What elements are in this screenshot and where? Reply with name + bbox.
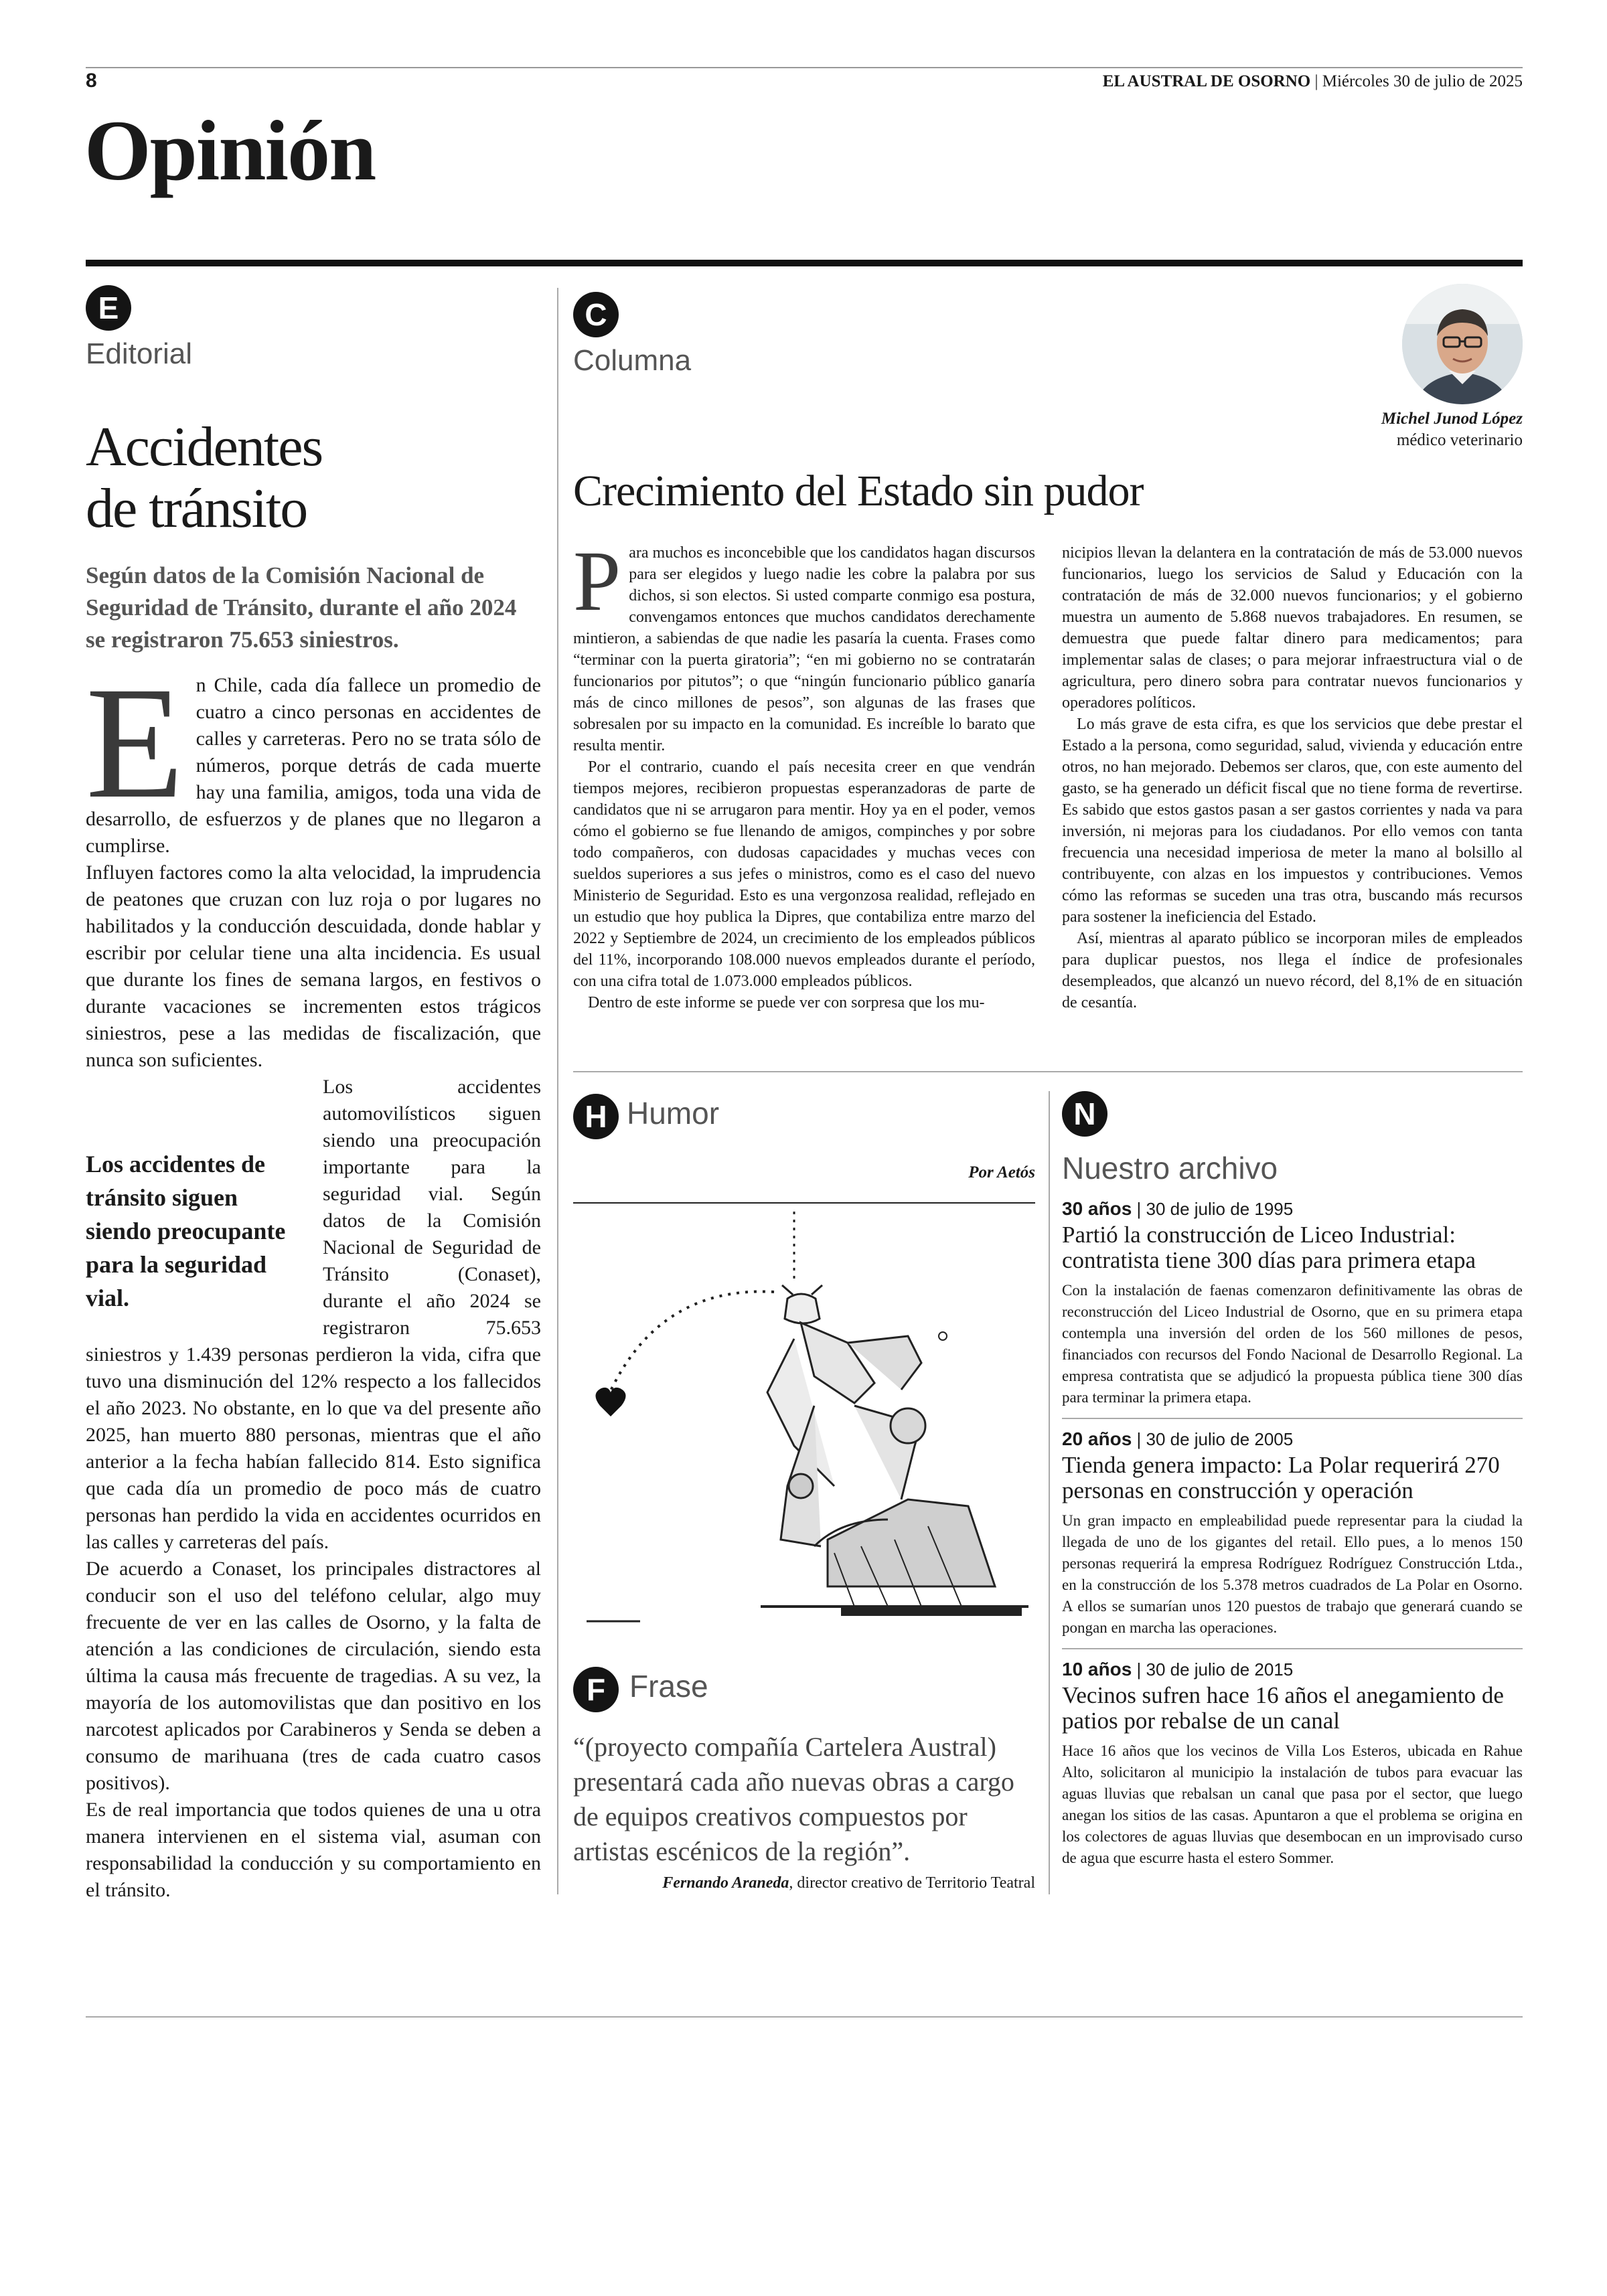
archivo-item-date: | 30 de julio de 2005 (1132, 1429, 1294, 1449)
editorial-paragraph-4: De acuerdo a Conaset, los principales distractores al conducir son el uso del teléfono celular, algo muy frecuente de ver en las calles de Osorno, y la falta de atención a las condiciones de circulación, siendo esta última la causa más frecuente de tragedias. A su vez, la mayoría de los automovilistas que dan positivo en los narcotest aplicados por Carabineros y Senda se deben a consumo de marihuana (tres de cada cuatro casos positivos). (86, 1558, 541, 1794)
archivo-label: Nuestro archivo (1062, 1151, 1278, 1185)
editorial-badge: E (86, 285, 131, 331)
editorial-paragraph-1 (86, 653, 541, 859)
archivo-item (1062, 1428, 1523, 1639)
editorial-paragraph-5: Es de real importancia que todos quienes de una u otra manera intervienen en el sistema vial, asuman con responsabilidad la conducción y su comportamiento en el tránsito. (86, 1799, 541, 1901)
cartoon-top-rule (573, 1202, 1035, 1204)
columna-label: Columna (573, 344, 692, 377)
publication-name: EL AUSTRAL DE OSORNO (1102, 72, 1311, 90)
archivo-item-years: 10 años (1062, 1659, 1132, 1679)
frase-author: Fernando Araneda (662, 1874, 789, 1892)
columna-col2 (1062, 542, 1523, 1013)
archivo-item-body: Un gran impacto en empleabilidad puede representar para la ciudad la llegada de uno de los gigantes del retail. Ello pues, a lo menos 150 personas requerirá la empresa Rodríguez Rodríguez Construcción Ltda., en la construcción de los 5.378 metros cuadrados de La Polar en Osorno. A ellos se sumarían unos 120 puestos de trabajo que generará cuando se pongan en marcha las operaciones. (1062, 1512, 1523, 1636)
archivo-item-date: | 30 de julio de 1995 (1132, 1199, 1294, 1219)
archivo-item-years: 20 años (1062, 1428, 1132, 1449)
editorial-label: Editorial (86, 337, 192, 370)
archivo-item-header (1062, 1659, 1523, 1680)
columna-paragraph-4: nicipios llevan la delantera en la contratación de más de 53.000 nuevos funcionarios, luego los servicios de Salud y Educación con la contratación de más de 32.000 nuevos funcionarios; y el gobierno muestra un aumento de 5.868 nuevos trabajadores. En resumen, se demuestra que puede faltar dinero para medicamentos; para implementar salas de clases; o para mejorar infraestructura vial o de agricultura, pero dinero sobra para contratar nuevos funcionarios y operadores políticos. (1062, 544, 1523, 712)
editorial-p1-text: n Chile, cada día fallece un promedio de cuatro a cinco personas en accidentes de calles y carreteras. Pero no se trata sólo de números, porque detrás de cada muerte hay una familia, amigos, toda una vida de desarrollo, de esfuerzos y de planes que no llegaron a cumplirse. (86, 674, 541, 857)
columna-dropcap: P (573, 534, 621, 629)
humor-credit: Por Aetós (968, 1163, 1035, 1181)
columna-paragraph-6: Así, mientras al aparato público se incorporan miles de empleados para duplicar puestos, nos llega el índice de profesionales desempleados, que alcanzó un nuevo récord, del 8,1% de en situación de cesantía. (1062, 930, 1523, 1011)
page-number: 8 (86, 70, 97, 92)
archivo-item-header (1062, 1428, 1523, 1450)
editorial-dropcap: E (86, 653, 184, 831)
section-rule (86, 260, 1523, 266)
frase-quote: “(proyecto compañía Cartelera Austral) presentará cada año nuevas obras a cargo de equipos creativos compuestos por artistas escénicos de la región”. (573, 1732, 1014, 1866)
cartoon (573, 1205, 1035, 1633)
humor-badge: H (573, 1094, 619, 1139)
humor-label: Humor (627, 1096, 720, 1131)
archivo-list (1062, 1198, 1523, 1869)
frase-label: Frase (629, 1669, 708, 1704)
archivo-item (1062, 1659, 1523, 1869)
editorial-title-line1: Accidentes (86, 416, 323, 478)
divider-humor-archivo (1049, 1091, 1050, 1894)
columna-paragraph-3: Dentro de este informe se puede ver con sorpresa que los mu- (588, 994, 985, 1011)
columna-paragraph-5: Lo más grave de esta cifra, es que los servicios que debe prestar el Estado a la persona, como seguridad, salud, vivienda y educación entre otros, no han mejorado. Debemos ser claros, que, con este aumento del gasto, se ha generado un déficit fiscal que no tiene forma de revertirse. Es sabido que estos gastos pasan a ser gastos corrientes y nada va para inversión, ni mejoras para los ciudadanos. Por ello vemos con tanta frecuencia una necesidad imperiosa de meter la mano al bolsillo al contribuyente, con alzas en los impuestos y contribuciones. Vemos cómo las reformas se suceden una tras otra, buscando más recursos para sostener la ineficiencia del Estado. (1062, 716, 1523, 926)
publication-date: Miércoles 30 de julio de 2025 (1322, 72, 1523, 90)
editorial-pullquote: Los accidentes de tránsito siguen siendo preocupante para la seguridad vial. (86, 1151, 286, 1311)
top-rule (86, 67, 1523, 68)
divider-editorial (557, 288, 558, 1894)
archivo-item-date: | 30 de julio de 2015 (1132, 1659, 1294, 1679)
archivo-item-body: Hace 16 años que los vecinos de Villa Los Esteros, ubicada en Rahue Alto, solicitaron al municipio la instalación de tubos para evacuar las aguas lluvias que rebalsan un canal que pasa por el sector, que luego anegan los sitios de las casas. Apuntaron a que el problema se origina en los colectores de aguas lluvias que desembocan en un improvisado curso de agua que escurre hasta el estero Sommer. (1062, 1742, 1523, 1866)
archivo-item (1062, 1198, 1523, 1408)
archivo-item-body: Con la instalación de faenas comenzaron definitivamente las obras de reconstrucción del Liceo Industrial de Osorno, que en su primera etapa contempla una inversión del orden de los 560 millones de pesos, financiados con recursos del Fondo Nacional de Desarrollo Regional. La empresa contratista que se adjudicó la propuesta pública tiene 300 días para terminar la primera etapa. (1062, 1282, 1523, 1406)
author-role: médico veterinario (1396, 431, 1523, 449)
columna-p1-text: ara muchos es inconcebible que los candidatos hagan discursos para ser elegidos y luego nadie les cobre la palabra por sus dichos, si son electos. Si usted comparte conmigo esa postura, convengamos entonces que muchos candidatos derechamente mintieron, a sabiendas de que nadie les pasaría la cuenta. Frases como “terminar con la puerta giratoria”; “en mi gobierno no se contratarán funcionarios por pitutos”; o que “ningún funcionario público ganaría más de cinco millones de pesos”, son algunas de las frases que sobresalen por su impacto en la comunidad. Es increíble lo barato que resulta mentir. (573, 544, 1035, 754)
frase-attribution (573, 1874, 1035, 1892)
archivo-item-header (1062, 1198, 1523, 1220)
editorial-body (86, 653, 541, 1904)
frase-author-role: , director creativo de Territorio Teatral (789, 1874, 1035, 1892)
author-photo (1402, 284, 1523, 404)
editorial-title (86, 416, 541, 540)
editorial-lede: Según datos de la Comisión Nacional de Seguridad de Tránsito, durante el año 2024 se registraron 75.653 siniestros. (86, 562, 517, 653)
author-portrait-icon (1402, 284, 1523, 404)
archivo-item-years: 30 años (1062, 1198, 1132, 1219)
rule-under-columna (573, 1071, 1523, 1072)
editorial-paragraph-2: Influyen factores como la alta velocidad, la imprudencia de peatones que cruzan con luz roja o por lugares no habilitados y la conducción descuidada, donde hablar y escribir por celular tiene una alta incidencia. Es usual que durante los fines de semana largos, en festivos o durante vacaciones se incrementen estos trágicos siniestros, pese a las medidas de fiscalización, que nunca son suficientes. (86, 862, 541, 1071)
publication-dateline (1103, 72, 1523, 91)
columna-paragraph-1 (573, 534, 1035, 756)
editorial-title-line2: de tránsito (86, 477, 307, 540)
editorial-paragraph-3 (86, 1074, 541, 1556)
rule-bottom (86, 2016, 1523, 2018)
archivo-badge: N (1062, 1091, 1107, 1137)
archivo-item-title: Partió la construcción de Liceo Industrial: contratista tiene 300 días para primera etapa (1062, 1222, 1476, 1273)
author-name: Michel Junod López (1381, 410, 1523, 428)
columna-badge: C (573, 292, 619, 337)
dateline-separator: | (1314, 72, 1322, 90)
columna-paragraph-2: Por el contrario, cuando el país necesita creer en que vendrán tiempos mejores, recibieron propuestas esperanzadoras de parte de candidatos que ni se arrugaron para mentir. Hoy ya en el poder, vemos cómo el gobierno se fue llenando de amigos, compinches y por sobre todo compañeros, con dudosas capacidades y muchas veces con sueldos superiores a sus jefes o ministros, como es el caso del nuevo Ministerio de Seguridad. Esto es una vergonzosa realidad, reflejado en un estudio que hoy publica la Dipres, que contabiliza entre marzo del 2022 y Septiembre de 2024, un crecimiento de los empleados públicos del 11%, incorporando 108.000 nuevos empleados durante el período, con una cifra total de 1.073.000 empleados públicos. (573, 758, 1035, 990)
archivo-item-title: Vecinos sufren hace 16 años el anegamiento de patios por rebalse de un canal (1062, 1682, 1504, 1734)
archivo-separator (1062, 1648, 1523, 1649)
columna-col1 (573, 534, 1035, 1013)
archivo-item-title: Tienda genera impacto: La Polar requerirá 270 personas en construcción y operación (1062, 1452, 1500, 1503)
archivo-separator (1062, 1418, 1523, 1419)
editorial-p3-text: Los accidentes automovilísticos siguen siendo una preocupación importante para la seguridad vial. Según datos de la Comisión Nacional de Seguridad de Tránsito (Conaset), durante el año 2024 se registraron 75.653 siniestros y 1.439 personas perdieron la vida, cifra que tuvo una disminución del 12% respecto a los fallecidos el año 2023. No obstante, en lo que va del presente año 2025, han muerto 880 personas, mientras que el año anterior a la fecha habían fallecido 814. Esto significa que cada día un promedio de poco más de cuatro personas han perdido la vida en accidentes ocurridos en las calles y carreteras del país. (86, 1076, 541, 1553)
section-title: Opinión (84, 103, 376, 198)
cartoon-robot-thinker-icon (573, 1205, 1035, 1633)
columna-title: Crecimiento del Estado sin pudor (573, 467, 1144, 515)
frase-badge: F (573, 1667, 619, 1712)
